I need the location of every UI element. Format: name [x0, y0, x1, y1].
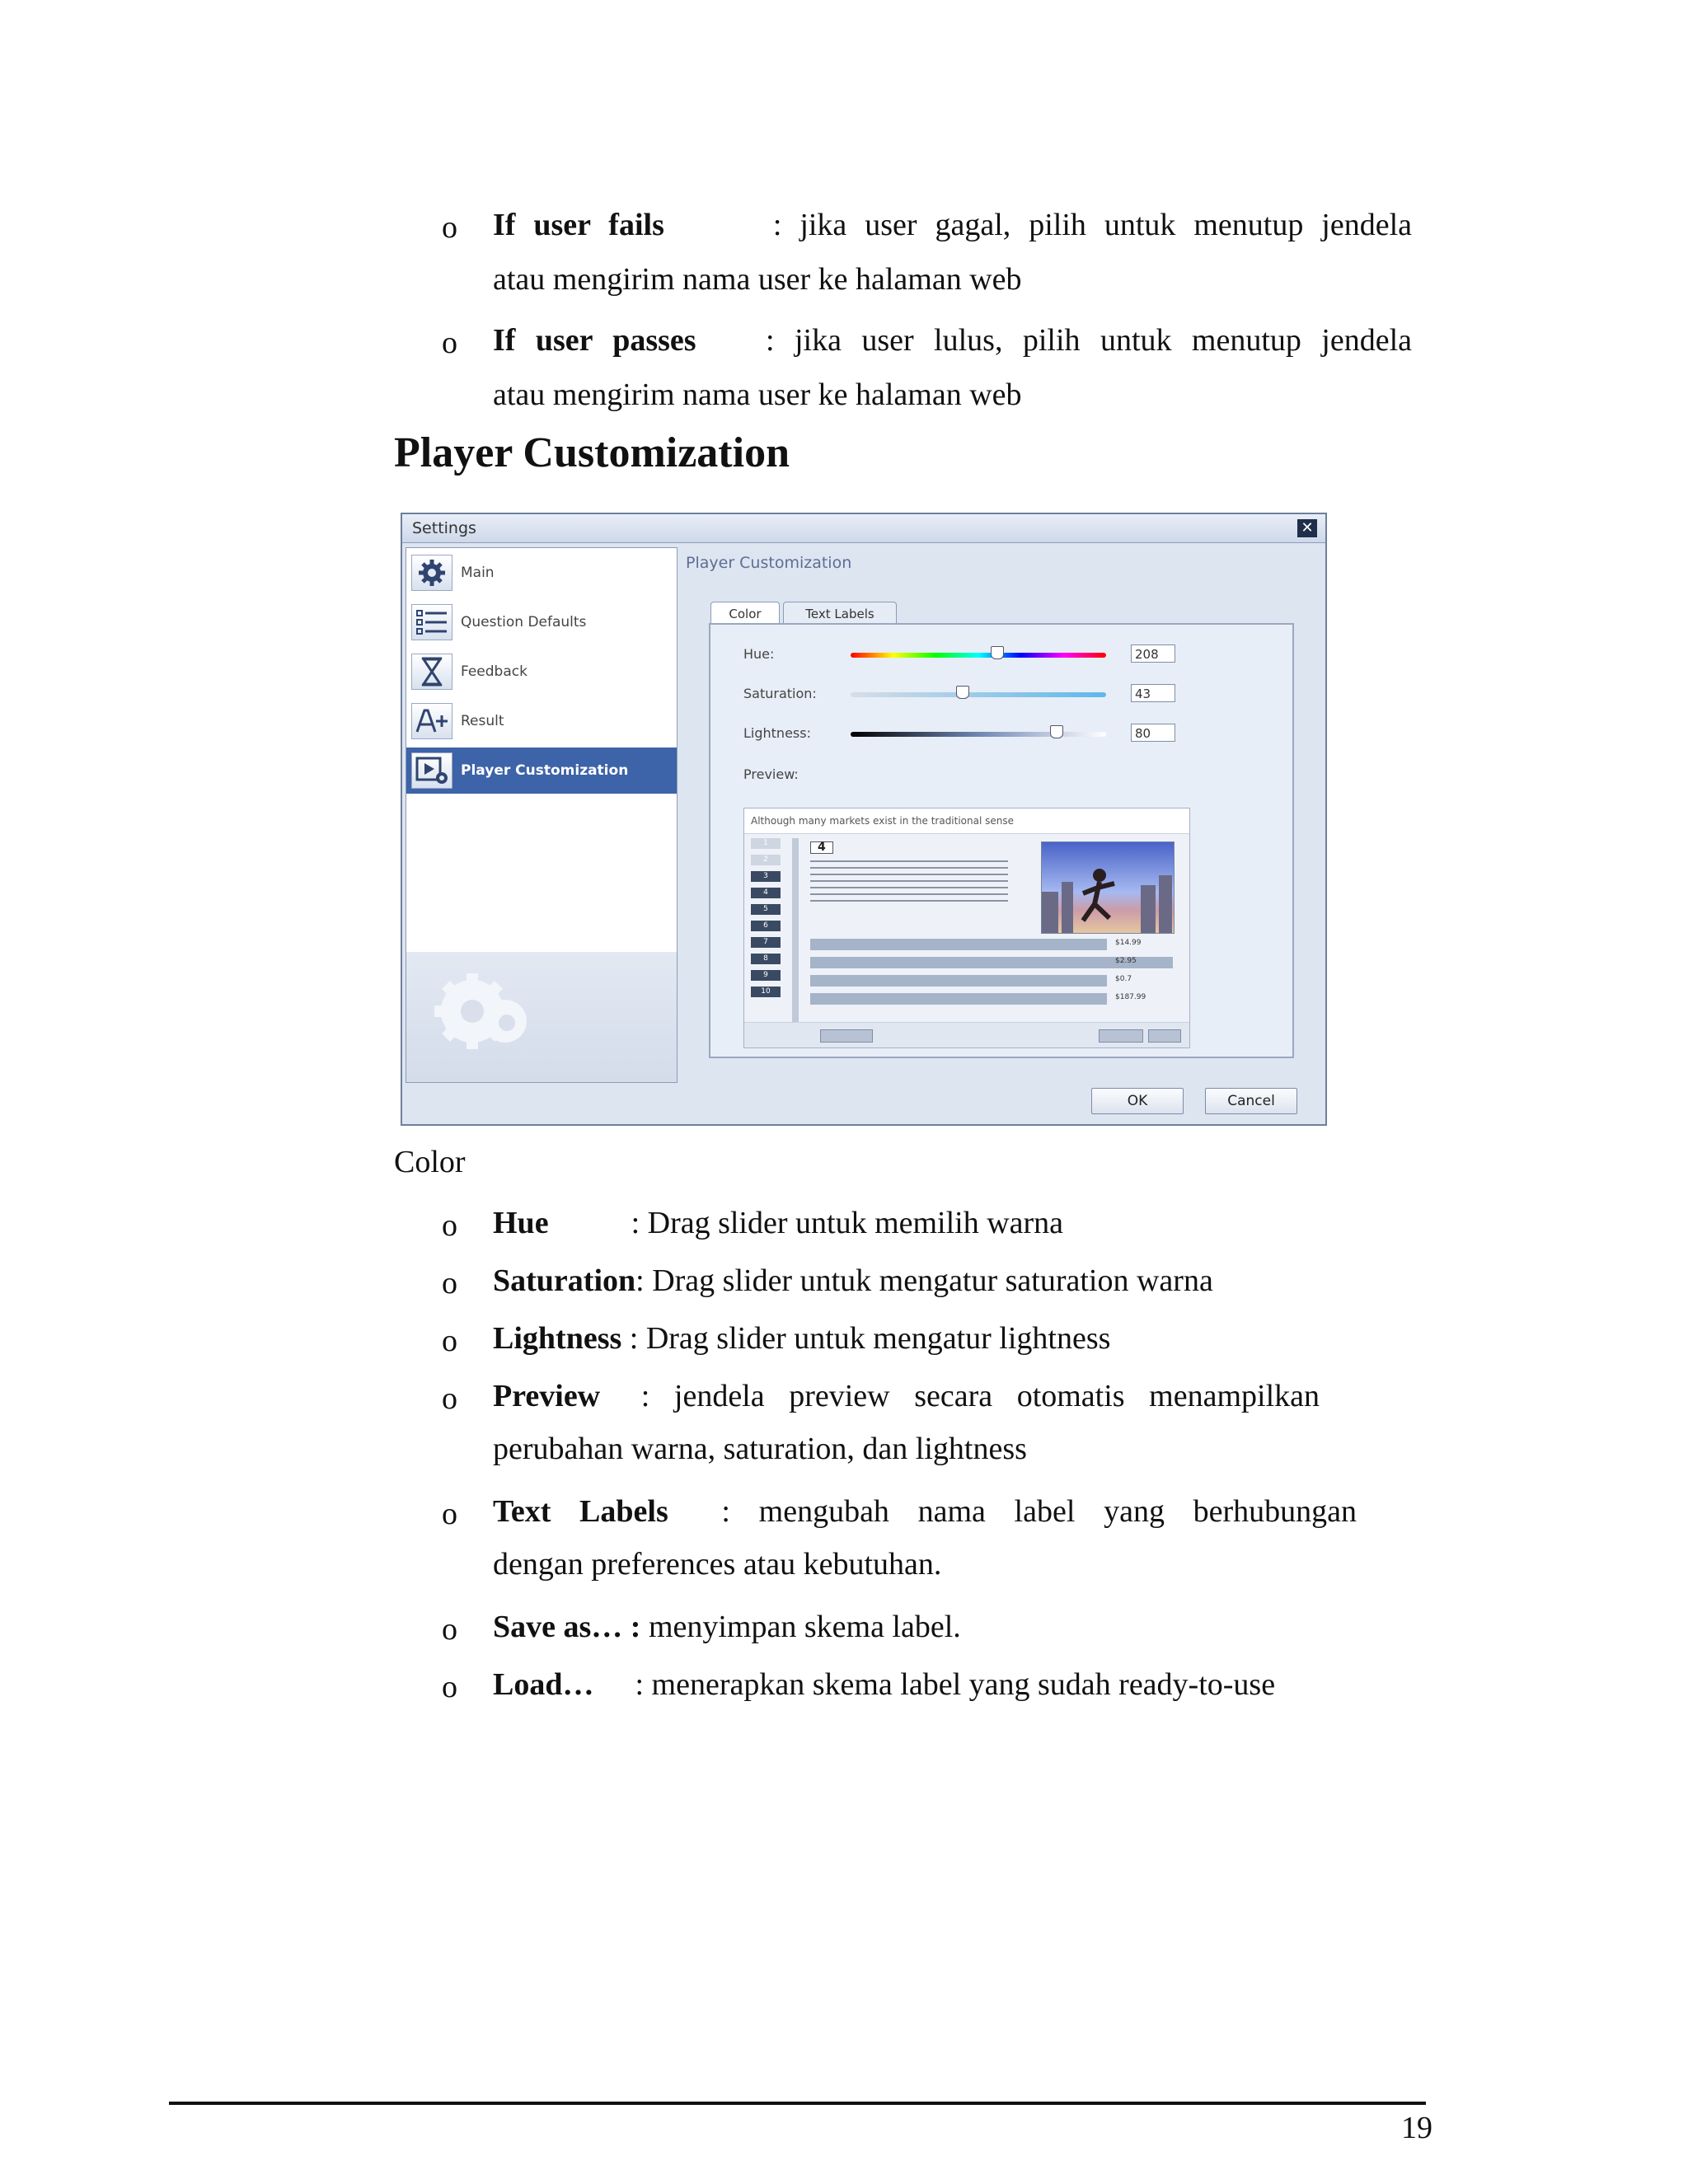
list-icon	[411, 604, 452, 640]
sidebar-item-feedback[interactable]	[406, 649, 677, 695]
preview-footer	[744, 1022, 1189, 1047]
bullet-marker: o	[442, 1612, 457, 1647]
lightness-input[interactable]: 80	[1131, 724, 1175, 742]
intro-item-fails-line1: : jika user gagal, pilih untuk menutup jendela	[772, 208, 1412, 242]
question-number: 1	[751, 838, 781, 849]
preview-previous-button	[1099, 1029, 1143, 1043]
item-text-labels-line2: dengan preferences atau kebutuhan.	[493, 1547, 942, 1582]
question-number: 6	[751, 921, 781, 931]
item-lightness: Lightness : Drag slider untuk mengatur lightness	[493, 1321, 1111, 1356]
preview-submit-button	[820, 1029, 873, 1043]
preview-next-button	[1148, 1029, 1181, 1043]
saturation-label: Saturation:	[743, 686, 817, 701]
slider-handle[interactable]	[991, 646, 1004, 659]
preview-answer-value: $0.7	[1115, 975, 1132, 983]
cancel-button[interactable]: Cancel	[1205, 1088, 1297, 1114]
sidebar-item-player-customization[interactable]	[406, 748, 677, 794]
term-lightness: Lightness	[493, 1321, 622, 1356]
settings-content	[679, 547, 1322, 1081]
preview-label: Preview:	[743, 766, 799, 782]
grade-icon	[411, 703, 452, 739]
lightness-slider[interactable]	[851, 732, 1106, 737]
preview-answer-value: $14.99	[1115, 939, 1142, 947]
slider-handle[interactable]	[956, 686, 969, 699]
preview-question-text	[810, 860, 1008, 902]
item-text-labels: Text Labels : mengubah nama label yang berhubungan	[493, 1494, 1357, 1529]
question-number: 4	[751, 888, 781, 898]
question-number: 7	[751, 937, 781, 948]
item-preview: Preview : jendela preview secara otomatis menampilkan	[493, 1379, 1320, 1413]
sidebar-watermark	[406, 952, 677, 1082]
sidebar-item-label: Feedback	[461, 663, 528, 680]
hue-slider[interactable]	[851, 653, 1106, 658]
player-icon	[411, 752, 452, 789]
item-preview-line2: perubahan warna, saturation, dan lightness	[493, 1432, 1027, 1466]
question-number: 8	[751, 954, 781, 964]
preview-image	[1041, 841, 1175, 934]
bullet-marker: o	[442, 1266, 457, 1301]
intro-item-fails-line2: atau mengirim nama user ke halaman web	[493, 262, 1022, 297]
saturation-slider[interactable]	[851, 692, 1106, 697]
item-save-as: Save as… : menyimpan skema label.	[493, 1610, 961, 1644]
preview-window	[743, 808, 1190, 1048]
term-hue: Hue	[493, 1206, 549, 1240]
sidebar-item-main[interactable]	[406, 550, 677, 596]
bullet-marker: o	[442, 1497, 457, 1531]
preview-answer-value: $2.95	[1115, 957, 1137, 965]
color-tab-panel	[709, 623, 1294, 1058]
footer-rule	[169, 2102, 1426, 2105]
term-save-as: Save as… :	[493, 1610, 641, 1644]
term-saturation: Saturation	[493, 1263, 636, 1298]
bullet-marker: o	[442, 326, 457, 360]
question-number: 9	[751, 970, 781, 981]
bullet-marker: o	[442, 210, 457, 245]
term-if-user-passes: If user passes	[493, 323, 696, 358]
question-number: 10	[751, 987, 781, 997]
lightness-label: Lightness:	[743, 725, 811, 741]
question-number: 3	[751, 871, 781, 882]
intro-item-fails	[493, 204, 1412, 246]
hue-label: Hue:	[743, 646, 775, 662]
item-saturation: Saturation: Drag slider untuk mengatur saturation warna	[493, 1263, 1213, 1298]
preview-question-list	[751, 838, 784, 1019]
item-load: Load… : menerapkan skema label yang sudah ready-to-use	[493, 1667, 1276, 1702]
sidebar-item-label: Main	[461, 565, 495, 581]
intro-item-passes-line1: : jika user lulus, pilih untuk menutup jendela	[766, 323, 1412, 358]
term-load: Load…	[493, 1667, 594, 1702]
preview-scrollbar	[792, 838, 799, 1028]
preview-question-header: Although many markets exist in the traditional sense	[744, 808, 1189, 834]
sidebar-item-result[interactable]	[406, 698, 677, 744]
bullet-marker: o	[442, 1381, 457, 1416]
bullet-marker: o	[442, 1208, 457, 1243]
sidebar-item-question-defaults[interactable]	[406, 599, 677, 645]
tab-text-labels[interactable]: Text Labels	[783, 602, 897, 626]
figure-caption: Color	[394, 1145, 466, 1179]
saturation-input[interactable]: 43	[1131, 684, 1175, 702]
ok-button[interactable]: OK	[1091, 1088, 1184, 1114]
dialog-titlebar	[402, 514, 1325, 543]
hourglass-icon	[411, 654, 452, 690]
preview-answer-value: $187.99	[1115, 993, 1146, 1001]
item-hue: Hue : Drag slider untuk memilih warna	[493, 1206, 1064, 1240]
hue-input[interactable]: 208	[1131, 644, 1175, 663]
sidebar-item-label: Question Defaults	[461, 614, 587, 630]
bullet-marker: o	[442, 1670, 457, 1704]
preview-question-number: 4	[810, 841, 1016, 902]
dialog-title: Settings	[412, 519, 476, 537]
intro-item-passes	[493, 320, 1412, 361]
question-number: 5	[751, 904, 781, 915]
preview-answer-bar	[810, 993, 1107, 1005]
settings-sidebar	[406, 547, 678, 1083]
settings-dialog	[401, 513, 1327, 1126]
question-number: 2	[751, 855, 781, 865]
slider-handle[interactable]	[1050, 725, 1063, 738]
close-icon[interactable]: ✕	[1297, 519, 1317, 537]
section-title: Player Customization	[394, 429, 790, 476]
gear-icon	[411, 555, 452, 591]
page-number: 19	[1401, 2111, 1432, 2145]
sidebar-item-label: Result	[461, 713, 504, 729]
intro-item-passes-line2: atau mengirim nama user ke halaman web	[493, 377, 1022, 412]
preview-answer-bar	[810, 975, 1107, 987]
term-preview: Preview	[493, 1379, 601, 1413]
term-text-labels: Text Labels	[493, 1494, 668, 1529]
panel-title: Player Customization	[686, 554, 852, 572]
sidebar-item-label: Player Customization	[461, 762, 629, 779]
tab-color[interactable]: Color	[710, 602, 780, 626]
preview-answer-bar	[810, 939, 1107, 950]
term-if-user-fails: If user fails	[493, 208, 664, 242]
bullet-marker: o	[442, 1324, 457, 1358]
